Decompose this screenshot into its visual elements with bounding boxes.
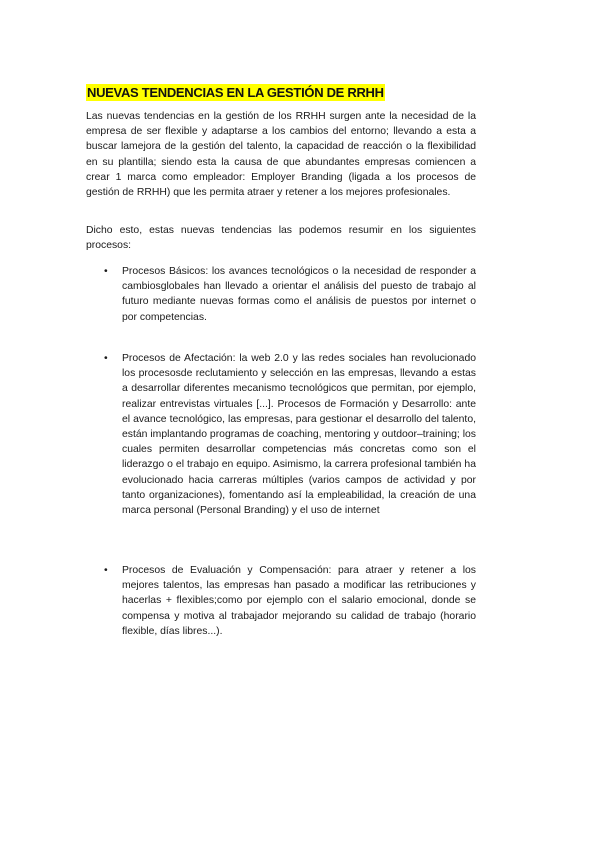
- list-item-text: Procesos Básicos: los avances tecnológicos o la necesidad de responder a cambiosglobales han llevado a orientar el análisis del puesto de trabajo al futuro mediante nuevas formas como el análisis de puestos por internet o por competencias.: [122, 266, 476, 323]
- list-item-text: Procesos de Evaluación y Compensación: para atraer y retener a los mejores talentos, las empresas han pasado a modificar las retribuciones y hacerlas + flexibles;como por ejemplo con el salario emocional, donde se compensa y motiva al trabajador mejorando su calidad de trabajo (horario flexible, días libres...).: [122, 565, 476, 637]
- intro-paragraph: Las nuevas tendencias en la gestión de los RRHH surgen ante la necesidad de la empresa de ser flexible y adaptarse a los cambios del entorno; llevando a esta a buscar lamejora de la gestión del talento, la capacidad de reacción o la flexibilidad en su plantilla; siendo esta la causa de que abundantes empresas comiencen a crear 1 marca como empleador: Employer Branding (ligada a los procesos de gestión de RRHH) que les permita atraer y retener a los mejores profesionales.: [86, 111, 476, 199]
- bullet-icon: •: [104, 353, 108, 364]
- bullet-icon: •: [104, 266, 108, 277]
- list-item-text: Procesos de Afectación: la web 2.0 y las redes sociales han revolucionado los procesosde reclutamiento y selección en las empresas, llevando a estas a desarrollar diferentes mecanismo tecnológicos que permitan, por ejemplo, realizar entrevistas virtuales [...]. Procesos de Formación y Desarrollo: ante el avance tecnológico, las empresas, para gestionar el desarrollo del talento, están implantando programas de coaching, mentoring y outdoor–training; los cuales permiten desarrollar competencias más concretas como son el liderazgo o el trabajo en equipo. Asimismo, la carrera profesional también ha evolucionado hacia carreras múltiples (varios campos de actividad y por tanto organizaciones), fomentando así la empleabilidad, la creación de una marca personal (Personal Branding) y el uso de internet: [122, 353, 476, 517]
- summary-paragraph: Dicho esto, estas nuevas tendencias las podemos resumir en los siguientes procesos:: [86, 225, 476, 252]
- bullet-icon: •: [104, 565, 108, 576]
- document-title: NUEVAS TENDENCIAS EN LA GESTIÓN DE RRHH: [87, 85, 384, 100]
